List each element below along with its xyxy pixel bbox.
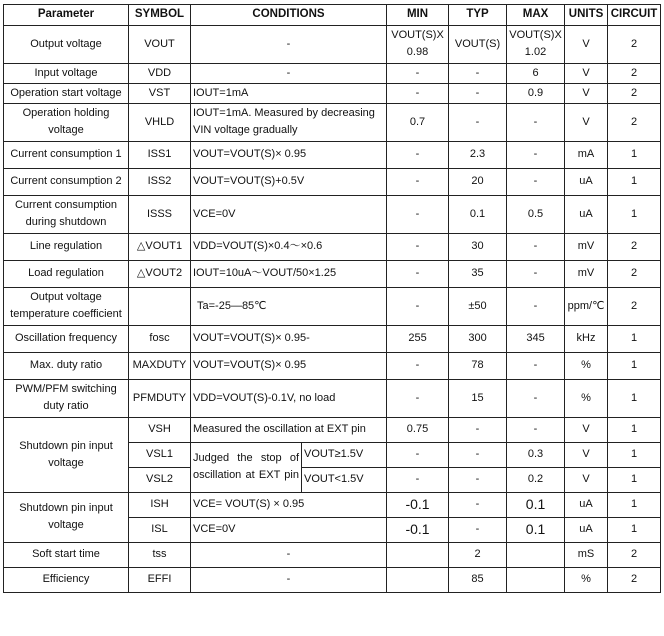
max-cell: 0.1	[507, 517, 565, 542]
param-cell: Max. duty ratio	[4, 352, 129, 379]
typ-cell: -	[449, 417, 507, 442]
typ-cell: 35	[449, 260, 507, 287]
conditions-cell: -	[191, 542, 387, 567]
conditions-cell: VCE=0V	[191, 517, 387, 542]
symbol-cell: ISS1	[129, 141, 191, 168]
unit-cell: uA	[565, 168, 608, 195]
circuit-cell: 1	[608, 141, 661, 168]
typ-cell: -	[449, 467, 507, 492]
typ-cell: 85	[449, 567, 507, 592]
sub-conditions-cell: VOUT<1.5V	[302, 467, 387, 492]
table-row	[4, 233, 661, 260]
max-cell: -	[507, 233, 565, 260]
symbol-cell: VOUT	[129, 25, 191, 63]
max-cell: -	[507, 287, 565, 325]
param-cell: PWM/PFM switching duty ratio	[4, 379, 129, 417]
circuit-cell: 2	[608, 287, 661, 325]
typ-cell: 78	[449, 352, 507, 379]
sub-conditions-cell: VOUT≥1.5V	[302, 442, 387, 467]
table-row	[4, 141, 661, 168]
typ-cell: 30	[449, 233, 507, 260]
conditions-cell: VCE=0V	[191, 195, 387, 233]
table-row	[4, 287, 661, 325]
min-cell	[387, 542, 449, 567]
header-max: MAX	[507, 5, 565, 26]
unit-cell: ppm/℃	[565, 287, 608, 325]
param-cell: Oscillation frequency	[4, 325, 129, 352]
typ-cell: 0.1	[449, 195, 507, 233]
param-cell: Efficiency	[4, 567, 129, 592]
circuit-cell: 2	[608, 542, 661, 567]
conditions-cell: IOUT=1mA	[191, 83, 387, 103]
table-row	[4, 352, 661, 379]
circuit-cell: 2	[608, 63, 661, 83]
circuit-cell: 2	[608, 233, 661, 260]
min-cell: VOUT(S)X 0.98	[387, 25, 449, 63]
symbol-cell: VSL1	[129, 442, 191, 467]
conditions-cell: Ta=-25—85℃	[191, 287, 387, 325]
header-row	[4, 5, 661, 26]
typ-cell: VOUT(S)	[449, 25, 507, 63]
circuit-cell: 1	[608, 195, 661, 233]
param-cell: Operation start voltage	[4, 83, 129, 103]
symbol-cell: ISH	[129, 492, 191, 517]
circuit-cell: 1	[608, 442, 661, 467]
conditions-cell: VCE= VOUT(S) × 0.95	[191, 492, 387, 517]
table-row	[4, 195, 661, 233]
unit-cell: %	[565, 567, 608, 592]
typ-cell: ±50	[449, 287, 507, 325]
param-cell: Shutdown pin input voltage	[4, 417, 129, 492]
max-cell: 345	[507, 325, 565, 352]
max-cell: 0.3	[507, 442, 565, 467]
conditions-cell: -	[191, 63, 387, 83]
header-conditions: CONDITIONS	[191, 5, 387, 26]
min-cell	[387, 567, 449, 592]
header-typ: TYP	[449, 5, 507, 26]
min-cell: -	[387, 195, 449, 233]
param-cell: Output voltage	[4, 25, 129, 63]
circuit-cell: 1	[608, 379, 661, 417]
typ-cell: -	[449, 517, 507, 542]
min-cell: -	[387, 467, 449, 492]
conditions-cell: VOUT=VOUT(S)× 0.95	[191, 141, 387, 168]
conditions-cell: -	[191, 567, 387, 592]
table-body	[3, 4, 661, 593]
min-cell: -	[387, 352, 449, 379]
max-cell: -	[507, 168, 565, 195]
param-cell: Output voltage temperature coefficient	[4, 287, 129, 325]
symbol-cell: VDD	[129, 63, 191, 83]
table-row	[4, 542, 661, 567]
unit-cell: %	[565, 379, 608, 417]
symbol-cell: fosc	[129, 325, 191, 352]
circuit-cell: 1	[608, 517, 661, 542]
param-cell: Line regulation	[4, 233, 129, 260]
conditions-cell: VOUT=VOUT(S)× 0.95	[191, 352, 387, 379]
unit-cell: mS	[565, 542, 608, 567]
max-cell: 0.5	[507, 195, 565, 233]
param-cell: Current consumption 1	[4, 141, 129, 168]
max-cell: 0.2	[507, 467, 565, 492]
table-row	[4, 492, 661, 517]
max-cell: -	[507, 417, 565, 442]
circuit-cell: 1	[608, 352, 661, 379]
max-cell: -	[507, 141, 565, 168]
symbol-cell: EFFI	[129, 567, 191, 592]
header-symbol: SYMBOL	[129, 5, 191, 26]
typ-cell: -	[449, 492, 507, 517]
max-cell	[507, 542, 565, 567]
conditions-cell: VOUT=VOUT(S)+0.5V	[191, 168, 387, 195]
min-cell: -	[387, 63, 449, 83]
max-cell: -	[507, 103, 565, 141]
table-row	[4, 83, 661, 103]
min-cell: -	[387, 83, 449, 103]
unit-cell: %	[565, 352, 608, 379]
min-cell: -0.1	[387, 492, 449, 517]
circuit-cell: 1	[608, 325, 661, 352]
param-cell: Soft start time	[4, 542, 129, 567]
table-row	[4, 567, 661, 592]
unit-cell: V	[565, 103, 608, 141]
table-row	[4, 379, 661, 417]
min-cell: -	[387, 233, 449, 260]
table-row	[4, 168, 661, 195]
param-cell: Shutdown pin input voltage	[4, 492, 129, 542]
symbol-cell: VST	[129, 83, 191, 103]
header-units: UNITS	[565, 5, 608, 26]
conditions-cell: Measured the oscillation at EXT pin	[191, 417, 387, 442]
symbol-cell: ISL	[129, 517, 191, 542]
unit-cell: kHz	[565, 325, 608, 352]
circuit-cell: 2	[608, 260, 661, 287]
unit-cell: uA	[565, 517, 608, 542]
symbol-cell: △VOUT1	[129, 233, 191, 260]
min-cell: -	[387, 260, 449, 287]
conditions-cell: IOUT=1mA. Measured by decreasing VIN voltage gradually	[191, 103, 387, 141]
param-cell: Operation holding voltage	[4, 103, 129, 141]
unit-cell: V	[565, 25, 608, 63]
unit-cell: mV	[565, 233, 608, 260]
max-cell: 6	[507, 63, 565, 83]
conditions-cell: VDD=VOUT(S)×0.4～×0.6	[191, 233, 387, 260]
symbol-cell: ISS2	[129, 168, 191, 195]
symbol-cell: ISSS	[129, 195, 191, 233]
unit-cell: V	[565, 467, 608, 492]
circuit-cell: 1	[608, 492, 661, 517]
conditions-cell: VDD=VOUT(S)-0.1V, no load	[191, 379, 387, 417]
circuit-cell: 2	[608, 103, 661, 141]
typ-cell: -	[449, 83, 507, 103]
table-row	[4, 325, 661, 352]
header-parameter: Parameter	[4, 5, 129, 26]
table-row	[4, 103, 661, 141]
symbol-cell: tss	[129, 542, 191, 567]
symbol-cell: MAXDUTY	[129, 352, 191, 379]
min-cell: -	[387, 442, 449, 467]
param-cell: Load regulation	[4, 260, 129, 287]
unit-cell: uA	[565, 492, 608, 517]
symbol-cell: PFMDUTY	[129, 379, 191, 417]
circuit-cell: 1	[608, 467, 661, 492]
header-circuit: CIRCUIT	[608, 5, 661, 26]
typ-cell: 20	[449, 168, 507, 195]
min-cell: 255	[387, 325, 449, 352]
min-cell: -	[387, 168, 449, 195]
symbol-cell: VHLD	[129, 103, 191, 141]
circuit-cell: 1	[608, 417, 661, 442]
table-row	[4, 63, 661, 83]
table-row	[4, 260, 661, 287]
typ-cell: -	[449, 103, 507, 141]
typ-cell: -	[449, 63, 507, 83]
min-cell: 0.75	[387, 417, 449, 442]
min-cell: -	[387, 379, 449, 417]
typ-cell: -	[449, 442, 507, 467]
unit-cell: V	[565, 417, 608, 442]
table-row	[4, 25, 661, 63]
param-cell: Current consumption during shutdown	[4, 195, 129, 233]
min-cell: -	[387, 287, 449, 325]
circuit-cell: 2	[608, 25, 661, 63]
max-cell: 0.9	[507, 83, 565, 103]
min-cell: 0.7	[387, 103, 449, 141]
max-cell: -	[507, 379, 565, 417]
max-cell: 0.1	[507, 492, 565, 517]
min-cell: -0.1	[387, 517, 449, 542]
max-cell: -	[507, 352, 565, 379]
param-cell: Current consumption 2	[4, 168, 129, 195]
conditions-cell: Judged the stop of oscillation at EXT pin	[191, 442, 302, 492]
typ-cell: 15	[449, 379, 507, 417]
symbol-cell: VSL2	[129, 467, 191, 492]
circuit-cell: 2	[608, 83, 661, 103]
param-cell: Input voltage	[4, 63, 129, 83]
unit-cell: V	[565, 83, 608, 103]
table-row	[4, 417, 661, 442]
max-cell: VOUT(S)X 1.02	[507, 25, 565, 63]
header-min: MIN	[387, 5, 449, 26]
typ-cell: 2.3	[449, 141, 507, 168]
unit-cell: V	[565, 442, 608, 467]
max-cell	[507, 567, 565, 592]
typ-cell: 2	[449, 542, 507, 567]
conditions-cell: -	[191, 25, 387, 63]
unit-cell: uA	[565, 195, 608, 233]
typ-cell: 300	[449, 325, 507, 352]
symbol-cell: △VOUT2	[129, 260, 191, 287]
symbol-cell	[129, 287, 191, 325]
circuit-cell: 2	[608, 567, 661, 592]
unit-cell: mA	[565, 141, 608, 168]
conditions-cell: IOUT=10uA～VOUT/50×1.25	[191, 260, 387, 287]
conditions-cell: VOUT=VOUT(S)× 0.95-	[191, 325, 387, 352]
unit-cell: V	[565, 63, 608, 83]
max-cell: -	[507, 260, 565, 287]
min-cell: -	[387, 141, 449, 168]
circuit-cell: 1	[608, 168, 661, 195]
unit-cell: mV	[565, 260, 608, 287]
symbol-cell: VSH	[129, 417, 191, 442]
